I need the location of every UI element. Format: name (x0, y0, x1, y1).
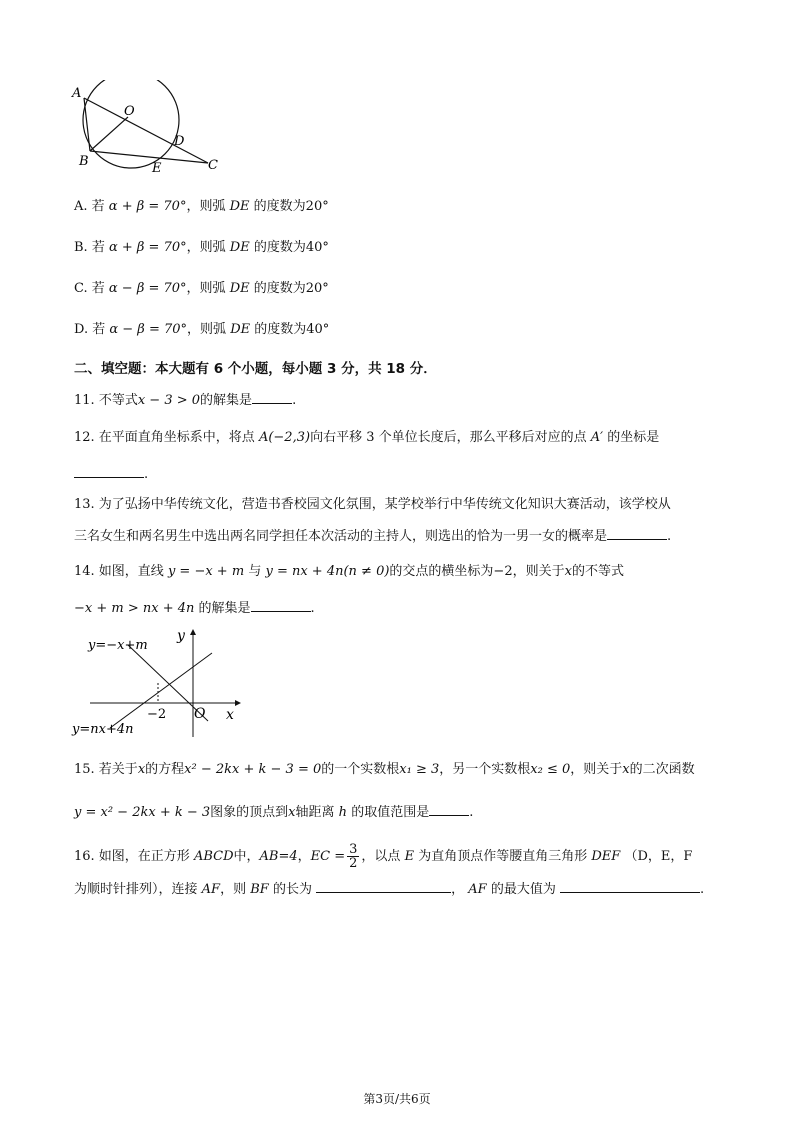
x-axis-arrow (235, 700, 241, 706)
q16-answer-blank-1[interactable] (316, 879, 451, 893)
q15-eq: x² − 2kx + k − 3 = 0 (184, 762, 322, 777)
q11-text-b: 的解集是 (200, 393, 253, 408)
q15-text-h: 轴距离 (295, 805, 335, 820)
option-d-expr: α − β = 70° (109, 322, 188, 337)
question-16-line1 (74, 842, 692, 872)
question-15-line1 (74, 760, 695, 780)
q15-text-i: 的取值范围是 (351, 805, 430, 820)
q16-text-f: 为直角顶点作等腰直角三角形 (418, 849, 588, 864)
label-y-axis: y (177, 628, 185, 644)
q16-frac-num: 3 (349, 842, 358, 857)
segment-AB (84, 98, 90, 151)
option-c-mid: ，则弧 (186, 281, 226, 296)
q12-text-c: 的坐标是 (607, 430, 660, 445)
q12-text-b: 向右平移 3 个单位长度后，那么平移后对应的点 (310, 430, 587, 445)
q16-point-e: E (404, 849, 415, 864)
q15-var-b: x (622, 762, 630, 777)
label-y-neg-x-m: y=−x+m (88, 638, 148, 653)
q16-text-h: 为顺时针排列），连接 (74, 882, 198, 897)
q11-end: . (292, 393, 297, 408)
q16-text-j: 的长为 (272, 882, 312, 897)
label-tick-neg2: −2 (147, 707, 167, 722)
q16-text-i: ，则 (220, 882, 247, 897)
circle-figure (68, 80, 228, 180)
question-12-line2 (74, 464, 148, 485)
q16-triangle: DEF (591, 849, 621, 864)
q12-point: A(−2,3) (258, 430, 311, 445)
q16-text-d: ，以点 (361, 849, 401, 864)
q13-text: 三名女生和两名男生中选出两名同学担任本次活动的主持人，则选出的恰为一男一女的概率是 (74, 529, 608, 544)
q16-text-g: （D，E，F (624, 849, 693, 864)
option-a-tail: 的度数为20° (253, 199, 329, 214)
q15-var-c: x (288, 805, 296, 820)
option-c-prefix: C. 若 (74, 281, 105, 296)
option-b-tail: 的度数为40° (253, 240, 329, 255)
question-15-line2 (74, 802, 473, 823)
q16-text-c: ， (297, 849, 311, 864)
option-c-arc: DE (229, 281, 250, 296)
option-b-mid: ，则弧 (186, 240, 226, 255)
question-11 (74, 390, 296, 411)
q11-expr: x − 3 > 0 (137, 393, 201, 408)
q15-root2: x₂ ≤ 0 (530, 762, 571, 777)
q14-answer-blank[interactable] (251, 598, 311, 612)
option-a-prefix: A. 若 (74, 199, 105, 214)
option-c-tail: 的度数为20° (253, 281, 329, 296)
q15-var-a: x (137, 762, 146, 777)
q16-ab: AB=4 (259, 849, 298, 864)
option-b-expr: α + β = 70° (108, 240, 187, 255)
option-a (74, 197, 329, 217)
q12-answer-blank[interactable] (74, 464, 144, 478)
q14-text-c: 的交点的横坐标为−2，则关于 (389, 564, 565, 579)
option-a-arc: DE (229, 199, 250, 214)
q13-end: . (667, 529, 672, 544)
q11-text-a: 不等式 (98, 393, 138, 408)
q16-af: AF (201, 882, 221, 897)
q16-text-a: 16. 如图，在正方形 (74, 849, 190, 864)
question-12-line1 (74, 428, 659, 448)
q14-text-a: 14. 如图，直线 (74, 564, 164, 579)
q11-answer-blank[interactable] (252, 390, 292, 404)
option-c-expr: α − β = 70° (108, 281, 187, 296)
q12-point2: A′ (590, 430, 604, 445)
q16-end: . (699, 882, 705, 897)
label-C: C (208, 158, 218, 173)
q14-var: x (564, 564, 572, 579)
q14-text-b: 与 (248, 564, 262, 579)
question-13-line1: 13. 为了弘扬中华传统文化，营造书香校园文化氛围，某学校举行中华传统文化知识大赛活动，该学校从 (74, 497, 671, 512)
q16-square: ABCD (193, 849, 234, 864)
q16-ec: EC = (310, 849, 346, 864)
q16-text-k: ， (451, 882, 465, 897)
label-E: E (152, 161, 162, 176)
option-d-prefix: D. 若 (74, 322, 106, 337)
option-b (74, 238, 329, 258)
label-O: O (124, 104, 135, 119)
segment-BC (90, 151, 208, 163)
option-b-prefix: B. 若 (74, 240, 105, 255)
option-a-expr: α + β = 70° (108, 199, 187, 214)
label-D: D (174, 134, 185, 149)
question-14-line2 (74, 598, 315, 619)
q15-root1: x₁ ≥ 3 (399, 762, 440, 777)
q11-number: 11. (74, 393, 95, 408)
label-x-axis: x (226, 707, 234, 723)
segment-AC (84, 98, 208, 163)
page-footer: 第3页/共6页 (363, 1092, 431, 1106)
label-A: A (72, 86, 82, 101)
q16-af2: AF (468, 882, 487, 897)
question-16-line2 (74, 879, 704, 900)
q13-answer-blank[interactable] (607, 526, 667, 540)
option-a-mid: ，则弧 (186, 199, 226, 214)
option-c (74, 279, 329, 299)
question-13-line2 (74, 526, 671, 547)
q14-end: . (310, 601, 315, 616)
q16-answer-blank-2[interactable] (560, 879, 700, 893)
segment-BO (90, 117, 128, 151)
option-d-arc: DE (230, 322, 251, 337)
q15-text-e: ，则关于 (570, 762, 623, 777)
q16-text-l: 的最大值为 (490, 882, 556, 897)
q16-bf: BF (250, 882, 269, 897)
q16-text-b: 中， (233, 849, 260, 864)
q15-end: . (469, 805, 474, 820)
q15-text-g: 图象的顶点到 (210, 805, 289, 820)
y-axis-arrow (190, 629, 196, 635)
label-B: B (79, 154, 89, 169)
q15-text-c: 的一个实数根 (321, 762, 400, 777)
option-d-tail: 的度数为40° (254, 322, 330, 337)
q14-ineq: −x + m > nx + 4n (74, 601, 195, 616)
q14-eq2: y = nx + 4n(n ≠ 0) (265, 564, 390, 579)
q16-frac-den: 2 (349, 856, 358, 871)
q15-text-a: 15. 若关于 (74, 762, 138, 777)
q14-text-e: 的解集是 (198, 601, 251, 616)
option-d-mid: ，则弧 (187, 322, 227, 337)
q16-fraction (347, 843, 359, 870)
q15-text-f: 的二次函数 (629, 762, 695, 777)
q14-graph (70, 625, 250, 740)
q15-answer-blank[interactable] (429, 802, 469, 816)
q15-h: h (338, 805, 348, 820)
section-heading: 二、填空题：本大题有 6 个小题，每小题 3 分，共 18 分． (74, 361, 437, 377)
question-14-line1 (74, 562, 624, 582)
q12-end: . (144, 467, 149, 482)
q15-func: y = x² − 2kx + k − 3 (74, 805, 211, 820)
q14-text-d: 的不等式 (571, 564, 624, 579)
label-y-nx-4n: y=nx+4n (72, 722, 134, 737)
q15-text-b: 的方程 (145, 762, 185, 777)
q14-eq1: y = −x + m (167, 564, 245, 579)
option-b-arc: DE (229, 240, 250, 255)
q12-text-a: 12. 在平面直角坐标系中，将点 (74, 430, 255, 445)
label-origin: O (194, 706, 206, 722)
q15-text-d: ，另一个实数根 (439, 762, 531, 777)
option-d (74, 320, 329, 340)
